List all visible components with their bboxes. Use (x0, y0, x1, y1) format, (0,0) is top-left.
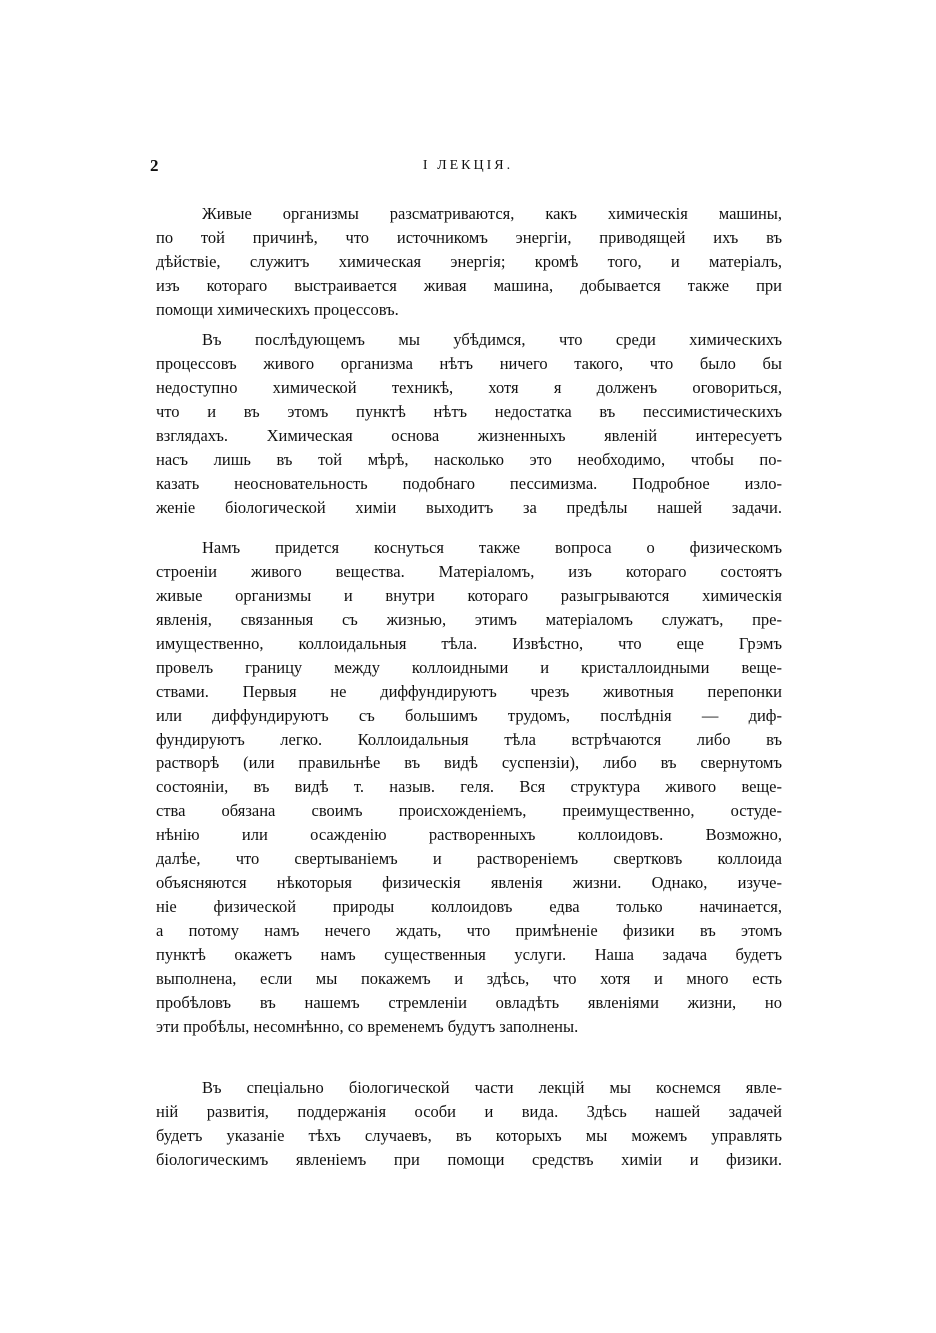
text-line: имущественно, коллоидальныя тѣла. Извѣстно, что еще Грэмъ (156, 633, 782, 653)
text-line: помощи химическихъ процессовъ. (156, 299, 399, 319)
text-line: недоступно химической техникѣ, хотя я долженъ оговориться, (156, 377, 782, 397)
text-line: эти пробѣлы, несомнѣнно, со временемъ будутъ заполнены. (156, 1016, 579, 1036)
text-line: изъ котораго выстраивается живая машина, добывается также при (156, 275, 782, 295)
text-line: процессовъ живого организма нѣтъ ничего такого, что было бы (156, 353, 782, 373)
text-line: живые организмы и внутри котораго разыгрываются химическія (156, 585, 782, 605)
text-line: дѣйствіе, служитъ химическая энергія; кромѣ того, и матеріалъ, (156, 251, 782, 271)
text-line: фундируютъ легко. Коллоидальныя тѣла встрѣчаются либо въ (156, 729, 782, 749)
text-line: явленія, связанныя съ жизнью, этимъ матеріаломъ служатъ, пре- (156, 609, 782, 629)
text-line: пробѣловъ въ нашемъ стремленіи овладѣть явленіями жизни, но (156, 992, 782, 1012)
text-line: объясняются нѣкоторыя физическія явленія жизни. Однако, изуче- (156, 873, 782, 893)
text-line: провелъ границу между коллоидными и кристаллоидными веще- (156, 657, 782, 677)
text-line: Въ спеціально біологической части лекцій мы коснемся явле- (202, 1078, 782, 1097)
text-line: далѣе, что свертываніемъ и раствореніемъ свертковъ коллоида (156, 849, 782, 869)
text-line: насъ лишь въ той мѣрѣ, насколько это необходимо, чтобы по- (156, 449, 782, 469)
paragraph-3 (156, 536, 782, 1039)
paragraph-1 (156, 202, 782, 322)
paragraph-2 (156, 328, 782, 520)
text-line: растворѣ (или правильнѣе въ видѣ суспензіи), либо въ свернутомъ (156, 753, 782, 773)
text-line: нѣнію или осажденію растворенныхъ коллоидовъ. Возможно, (156, 825, 782, 845)
text-line: ства обязана своимъ происхожденіемъ, преимущественно, остуде- (156, 801, 782, 821)
page-number: 2 (150, 156, 159, 175)
text-line: Намъ придется коснуться также вопроса о физическомъ (202, 538, 782, 557)
running-title: I ЛЕКЦІЯ. (422, 158, 514, 173)
text-line: будетъ указаніе тѣхъ случаевъ, въ которыхъ мы можемъ управлять (156, 1125, 782, 1145)
text-line: женіе біологической химіи выходитъ за предѣлы нашей задачи. (156, 497, 782, 517)
text-line: казать неосновательность подобнаго пессимизма. Подробное изло- (156, 473, 782, 493)
text-line: что и въ этомъ пунктѣ нѣтъ недостатка въ пессимистическихъ (156, 401, 782, 421)
text-line: выполнена, если мы покажемъ и здѣсь, что хотя и много есть (156, 968, 782, 988)
text-line: ніе физической природы коллоидовъ едва только начинается, (156, 897, 782, 917)
text-line: ствами. Первыя не диффундируютъ чрезъ животныя перепонки (156, 681, 782, 701)
text-line: ній развитія, поддержанія особи и вида. Здѣсь нашей задачей (156, 1101, 782, 1121)
text-line: пунктѣ окажетъ намъ существенныя услуги. Наша задача будетъ (156, 944, 782, 964)
text-line: біологическимъ явленіемъ при помощи средствъ химіи и физики. (156, 1149, 782, 1169)
text-line: а потому намъ нечего ждать, что примѣненіе физики въ этомъ (156, 921, 782, 940)
text-line: Живые организмы разсматриваются, какъ химическія машины, (202, 204, 782, 223)
paragraph-4 (156, 1076, 782, 1172)
text-line: строеніи живого вещества. Матеріаломъ, изъ котораго состоятъ (156, 561, 782, 581)
text-line: состояніи, въ видѣ т. назыв. геля. Вся структура живого веще- (156, 777, 782, 797)
text-line: или диффундируютъ съ большимъ трудомъ, послѣднія — диф- (156, 705, 782, 725)
text-line: взглядахъ. Химическая основа жизненныхъ явленій интересуетъ (156, 425, 782, 445)
text-line: по той причинѣ, что источникомъ энергіи, приводящей ихъ въ (156, 227, 782, 247)
text-line: Въ послѣдующемъ мы убѣдимся, что среди химическихъ (202, 330, 782, 349)
